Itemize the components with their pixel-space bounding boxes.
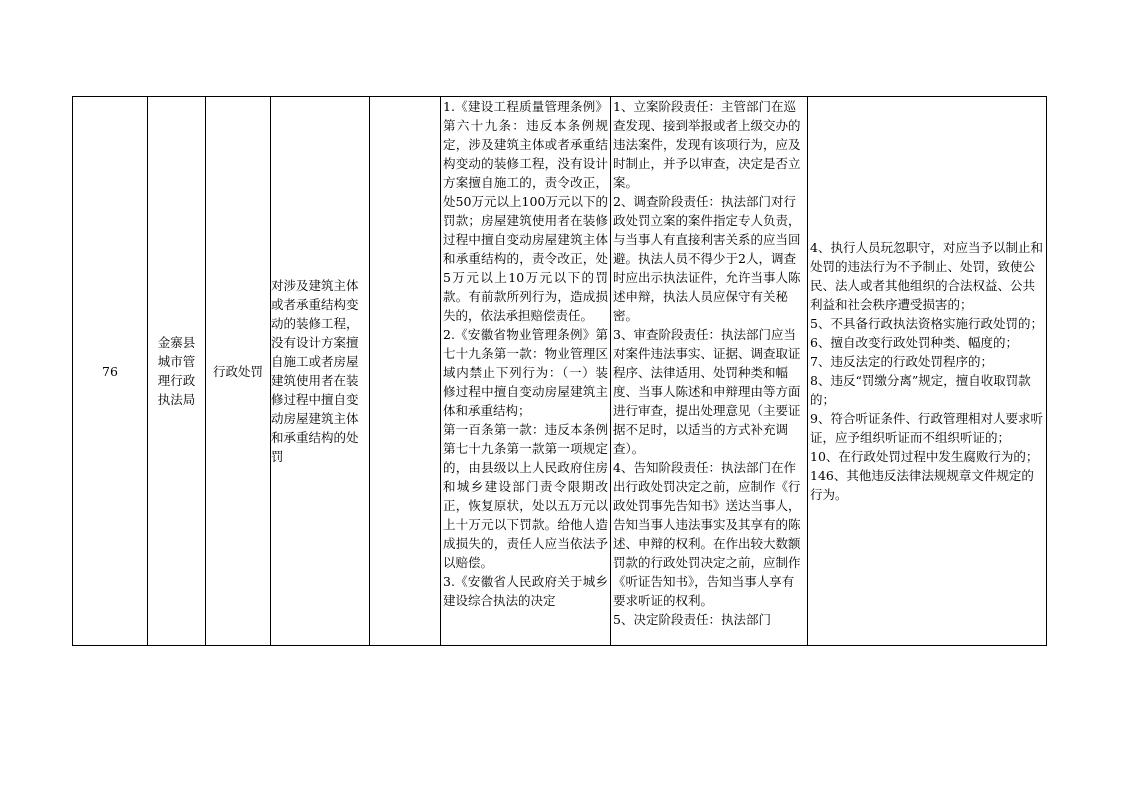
duty-cell [611,97,808,646]
duty-text [611,97,807,645]
legal-basis-line: 2.《安徽省物业管理条例》第七十九条第一款：物业管理区域内禁止下列行为：（一）装修过程中擅自变动房屋建筑主体和承重结构； [443,327,608,418]
accountability-line: 4、执行人员玩忽职守，对应当予以制止和处罚的违法行为不予制止、处罚，致使公民、法人或者其他组织的合法权益、公共利益和社会秩序遭受损害的； [810,240,1043,312]
accountability-line: 6、擅自改变行政处罚种类、幅度的； [810,335,1018,350]
legal-basis-line: 第一百条第一款：违反本条例第七十九条第一款第一项规定的，由县级以上人民政府住房和城乡建设部门责令限期改正，恢复原状，处以五万元以上十万元以下罚款。给他人造成损失的，责任人应当依法予以赔偿。 [443,422,608,570]
accountability-cell [808,97,1047,646]
accountability-line: 5、不具备行政执法资格实施行政处罚的； [810,316,1043,331]
power-type: 行政处罚 [212,363,263,379]
accountability-line: 9、符合听证条件、行政管理相对人要求听证，应予组织听证而不组织听证的； [810,411,1043,445]
legal-basis-cell [441,97,611,646]
row-number: 76 [102,363,118,379]
accountability-line: 7、违反法定的行政处罚程序的； [810,354,993,369]
accountability-line: 146、其他违反法律法规规章文件规定的行为。 [810,468,1034,502]
duty-line: 2、调查阶段责任：执法部门对行政处罚立案的案件指定专人负责，与当事人有直接利害关系的应当回避。执法人员不得少于2人，调查时应出示执法证件，允许当事人陈述申辩，执法人员应保守有关秘密。 [613,194,801,323]
duty-line: 1、立案阶段责任：主管部门在巡查发现、接到举报或者上级交办的违法案件，发现有该项行为，应及时制止，并予以审查，决定是否立案。 [613,99,801,190]
row-number-cell [73,97,148,646]
table-row [73,97,1047,646]
duty-line: 5、决定阶段责任：执法部门 [613,612,771,627]
accountability-line: 10、在行政处罚过程中发生腐败行为的； [810,449,1039,464]
legal-basis-text [441,97,610,645]
legal-basis-line: 1.《建设工程质量管理条例》第六十九条：违反本条例规定，涉及建筑主体或者承重结构变动的装修工程，没有设计方案擅自施工的，责令改正，处50万元以上100万元以下的罚款；房屋建筑使用者在装修过程中擅自变动房屋建筑主体和承重结构的，责令改正，处5万元以上10万元以下的罚款。有前款所列行为，造成损失的，依法承担赔偿责任。 [443,99,608,323]
blank-cell [370,97,441,646]
department-name: 金寨县城市管理行政执法局 [157,335,196,407]
accountability-text [808,238,1046,504]
duty-line: 4、告知阶段责任：执法部门在作出行政处罚决定之前，应制作《行政处罚事先告知书》送达当事人，告知当事人违法事实及其享有的陈述、申辩的权利。在作出较大数额罚款的行政处罚决定之前，应制作《听证告知书》，告知当事人享有要求听证的权利。 [613,460,801,608]
item-name-cell [271,97,370,646]
item-name: 对涉及建筑主体或者承重结构变动的装修工程，没有设计方案擅自施工或者房屋建筑使用者在装修过程中擅自变动房屋建筑主体和承重结构的处罚 [271,278,359,464]
legal-basis-line: 3.《安徽省人民政府关于城乡建设综合执法的决定 [443,574,608,608]
duty-line: 3、审查阶段责任：执法部门应当对案件违法事实、证据、调查取证程序、法律适用、处罚种类和幅度、当事人陈述和申辩理由等方面进行审查，提出处理意见（主要证据不足时，以适当的方式补充调查）。 [613,327,801,456]
power-type-cell [206,97,271,646]
accountability-line: 8、违反“罚缴分离”规定，擅自收取罚款的； [810,373,1031,407]
responsibility-table [72,96,1047,646]
department-cell [148,97,206,646]
